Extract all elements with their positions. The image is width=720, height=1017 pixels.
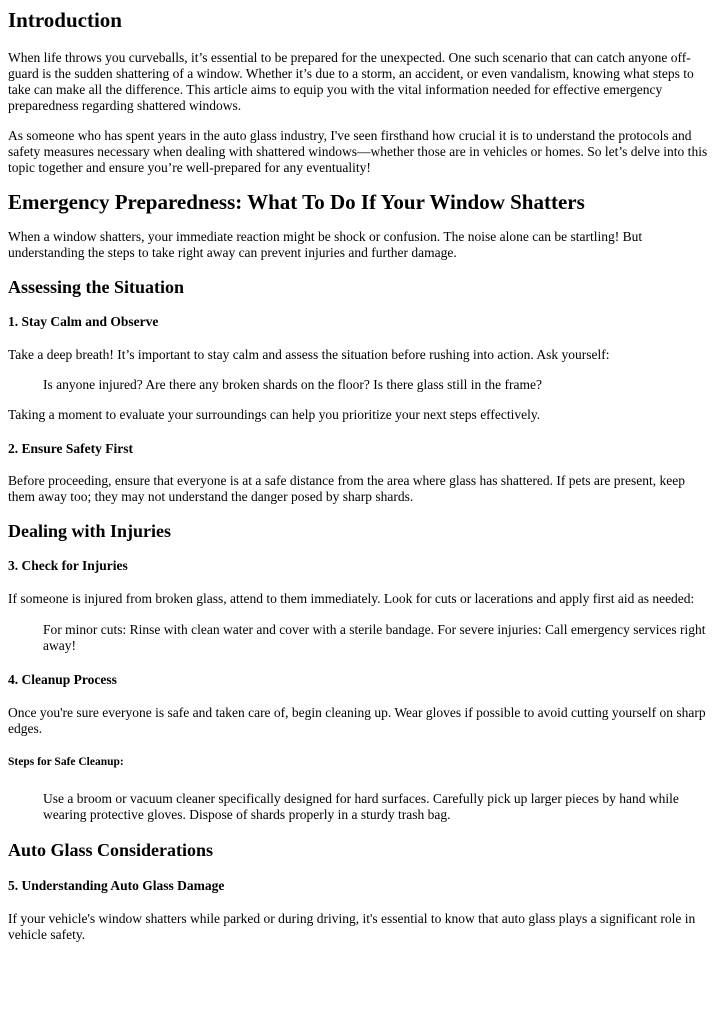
- step5-paragraph: If your vehicle's window shatters while parked or during driving, it's essential to know that auto glass plays a significant role in vehicle safety.: [8, 911, 696, 942]
- cleanup-steps-heading: Steps for Safe Cleanup:: [8, 756, 124, 768]
- step2-paragraph: Before proceeding, ensure that everyone is at a safe distance from the area where glass has shattered. If pets are present, keep them away too; they may not understand the danger posed by sharp shards.: [8, 473, 685, 504]
- step1-questions: Is anyone injured? Are there any broken shards on the floor? Is there glass still in the frame?: [43, 377, 542, 392]
- step3-paragraph: If someone is injured from broken glass, attend to them immediately. Look for cuts or lacerations and apply first aid as needed:: [8, 591, 695, 606]
- step1-paragraph: Take a deep breath! It’s important to stay calm and assess the situation before rushing into action. Ask yourself:: [8, 347, 610, 362]
- step1-after-paragraph: Taking a moment to evaluate your surroundings can help you prioritize your next steps effectively.: [8, 407, 541, 422]
- step3-first-aid: For minor cuts: Rinse with clean water and cover with a sterile bandage. For severe injuries: Call emergency services right away!: [43, 622, 706, 653]
- step3-heading: 3. Check for Injuries: [8, 558, 128, 573]
- emergency-heading: Emergency Preparedness: What To Do If Your Window Shatters: [8, 190, 585, 214]
- step5-heading: 5. Understanding Auto Glass Damage: [8, 878, 225, 893]
- auto-glass-heading: Auto Glass Considerations: [8, 840, 214, 860]
- step2-heading: 2. Ensure Safety First: [8, 441, 133, 456]
- step4-paragraph: Once you're sure everyone is safe and taken care of, begin cleaning up. Wear gloves if possible to avoid cutting yourself on sharp edges.: [8, 705, 706, 736]
- intro-paragraph-1: When life throws you curveballs, it’s essential to be prepared for the unexpected. One such scenario that can catch anyone off-guard is the sudden shattering of a window. Whether it’s due to a storm, an accident, or even vandalism, knowing what steps to take can make all the difference. This article aims to equip you with the vital information needed for effective emergency preparedness regarding shattered windows.: [8, 50, 694, 113]
- injuries-heading: Dealing with Injuries: [8, 521, 172, 541]
- intro-paragraph-2: As someone who has spent years in the auto glass industry, I've seen firsthand how crucial it is to understand the protocols and safety measures necessary when dealing with shattered windows—whether those are in vehicles or homes. So let’s delve into this topic together and ensure you’re well-prepared for any eventuality!: [8, 128, 708, 175]
- emergency-paragraph: When a window shatters, your immediate reaction might be shock or confusion. The noise alone can be startling! But understanding the steps to take right away can prevent injuries and further damage.: [8, 229, 643, 260]
- assessing-heading: Assessing the Situation: [8, 277, 185, 297]
- step1-heading: 1. Stay Calm and Observe: [8, 314, 159, 329]
- step4-heading: 4. Cleanup Process: [8, 672, 117, 687]
- intro-heading: Introduction: [8, 8, 122, 32]
- cleanup-steps: Use a broom or vacuum cleaner specifically designed for hard surfaces. Carefully pick up larger pieces by hand while wearing protective gloves. Dispose of shards properly in a sturdy trash bag.: [43, 791, 679, 822]
